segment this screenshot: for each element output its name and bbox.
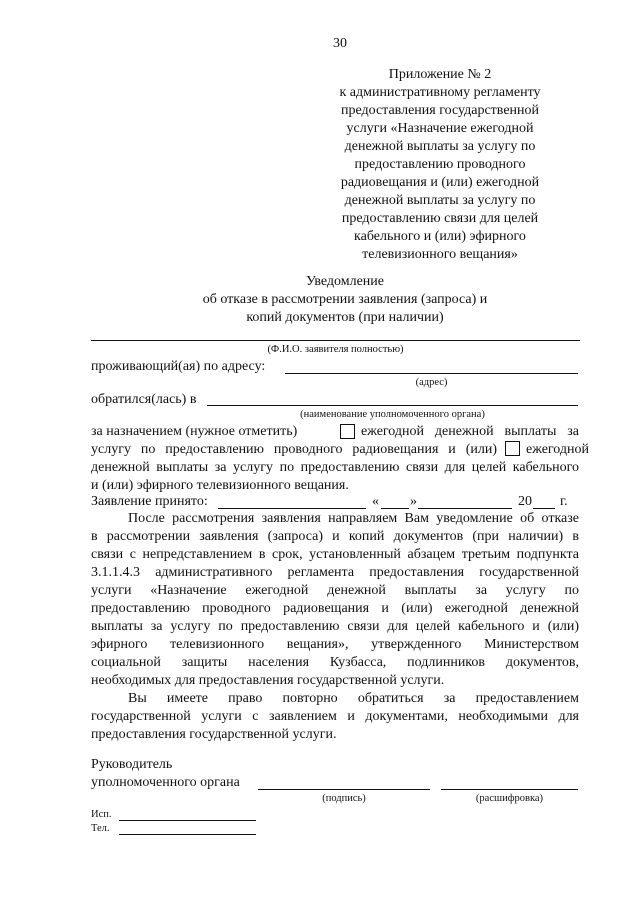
address-caption: (адрес) bbox=[415, 377, 448, 388]
purpose-text: ежегодной bbox=[526, 442, 590, 457]
fio-field-line[interactable] bbox=[91, 340, 580, 341]
organization-field-line[interactable] bbox=[207, 405, 578, 406]
body-paragraph-line: 3.1.1.4.3 административного регламента предоставления государственной bbox=[91, 565, 579, 580]
day-field-line[interactable] bbox=[381, 508, 409, 509]
appendix-line: предоставлению проводного bbox=[354, 157, 526, 172]
appendix-line: услуги «Назначение ежегодной bbox=[346, 121, 534, 136]
applied-label: обратился(лась) в bbox=[91, 392, 197, 407]
appendix-line: денежной выплаты за услугу по bbox=[344, 139, 536, 154]
body-paragraph-line: связи с непредставлением в срок, установленный абзацем третьим подпункта bbox=[91, 547, 579, 562]
appendix-title: Приложение № 2 bbox=[388, 67, 492, 82]
body-paragraph-line: После рассмотрения заявления направляем Вам уведомление об отказе bbox=[128, 511, 579, 526]
appendix-line: предоставлению связи для целей bbox=[341, 211, 539, 226]
appendix-line: денежной выплаты за услугу по bbox=[344, 193, 536, 208]
appendix-line: к административному регламенту bbox=[339, 85, 541, 100]
month-field-line[interactable] bbox=[418, 508, 512, 509]
accepted-by-field-line[interactable] bbox=[218, 508, 366, 509]
appendix-line: предоставления государственной bbox=[340, 103, 540, 118]
body-paragraph-line: эфирного телевизионного вещания», утвержденного Министерством bbox=[91, 637, 579, 652]
body-paragraph-line: государственной услуги с заявлением и документами, необходимыми для bbox=[91, 709, 579, 724]
year-field-line[interactable] bbox=[533, 508, 555, 509]
purpose-text: и (или) эфирного телевизионного вещания. bbox=[91, 478, 349, 493]
purpose-text: денежной выплаты за услугу по предоставлению связи для целей кабельного bbox=[91, 460, 579, 475]
body-paragraph-line: предоставления государственной услуги. bbox=[91, 727, 337, 742]
head-organization: уполномоченного органа bbox=[91, 775, 240, 790]
checkbox-cable-tv[interactable] bbox=[505, 441, 520, 456]
year-suffix: г. bbox=[560, 494, 568, 509]
body-paragraph-line: необходимых для предоставления государственной услуги. bbox=[91, 673, 445, 688]
body-paragraph-line: Вы имеете право повторно обратиться за предоставлением bbox=[128, 691, 579, 706]
phone-field-line[interactable] bbox=[119, 834, 256, 835]
year-prefix: 20 bbox=[518, 494, 532, 509]
quote-close: » bbox=[410, 494, 417, 509]
decode-caption: (расшифровка) bbox=[475, 793, 544, 804]
body-paragraph-line: в рассмотрении заявления (запроса) и копий документов (при наличии) в bbox=[91, 529, 579, 544]
appendix-line: радиовещания и (или) ежегодной bbox=[340, 175, 540, 190]
document-subtitle: об отказе в рассмотрении заявления (запроса) и bbox=[202, 292, 488, 307]
purpose-text: за назначением (нужное отметить) bbox=[91, 424, 298, 439]
signature-caption: (подпись) bbox=[322, 793, 366, 804]
purpose-text: услугу по предоставлению проводного радиовещания и (или) bbox=[91, 442, 497, 457]
executor-label: Исп. bbox=[91, 809, 112, 820]
document-subtitle: копий документов (при наличии) bbox=[246, 310, 444, 325]
address-label: проживающий(ая) по адресу: bbox=[91, 359, 266, 374]
body-paragraph-line: социальной защиты населения Кузбасса, подлинников документов, bbox=[91, 655, 579, 670]
fio-caption: (Ф.И.О. заявителя полностью) bbox=[267, 344, 404, 355]
organization-caption: (наименование уполномоченного органа) bbox=[300, 409, 485, 420]
document-title: Уведомление bbox=[305, 274, 384, 289]
executor-field-line[interactable] bbox=[119, 820, 256, 821]
purpose-text: ежегодной денежной выплаты за bbox=[361, 424, 579, 439]
body-paragraph-line: услуги «Назначение ежегодной денежной выплаты за услугу по bbox=[91, 583, 579, 598]
decode-field-line[interactable] bbox=[441, 789, 578, 790]
address-field-line[interactable] bbox=[285, 373, 578, 374]
page-number: 30 bbox=[333, 36, 347, 51]
body-paragraph-line: предоставлению проводного радиовещания и (или) ежегодной денежной bbox=[91, 601, 579, 616]
head-title: Руководитель bbox=[91, 757, 173, 772]
body-paragraph-line: выплаты за услугу по предоставлению связи для целей кабельного и (или) bbox=[91, 619, 579, 634]
checkbox-radio-broadcasting[interactable] bbox=[340, 424, 355, 439]
accepted-label: Заявление принято: bbox=[91, 494, 208, 509]
appendix-line: телевизионного вещания» bbox=[362, 247, 518, 262]
quote-open: « bbox=[372, 494, 379, 509]
signature-field-line[interactable] bbox=[258, 789, 430, 790]
phone-label: Тел. bbox=[91, 823, 110, 834]
appendix-line: кабельного и (или) эфирного bbox=[354, 229, 526, 244]
